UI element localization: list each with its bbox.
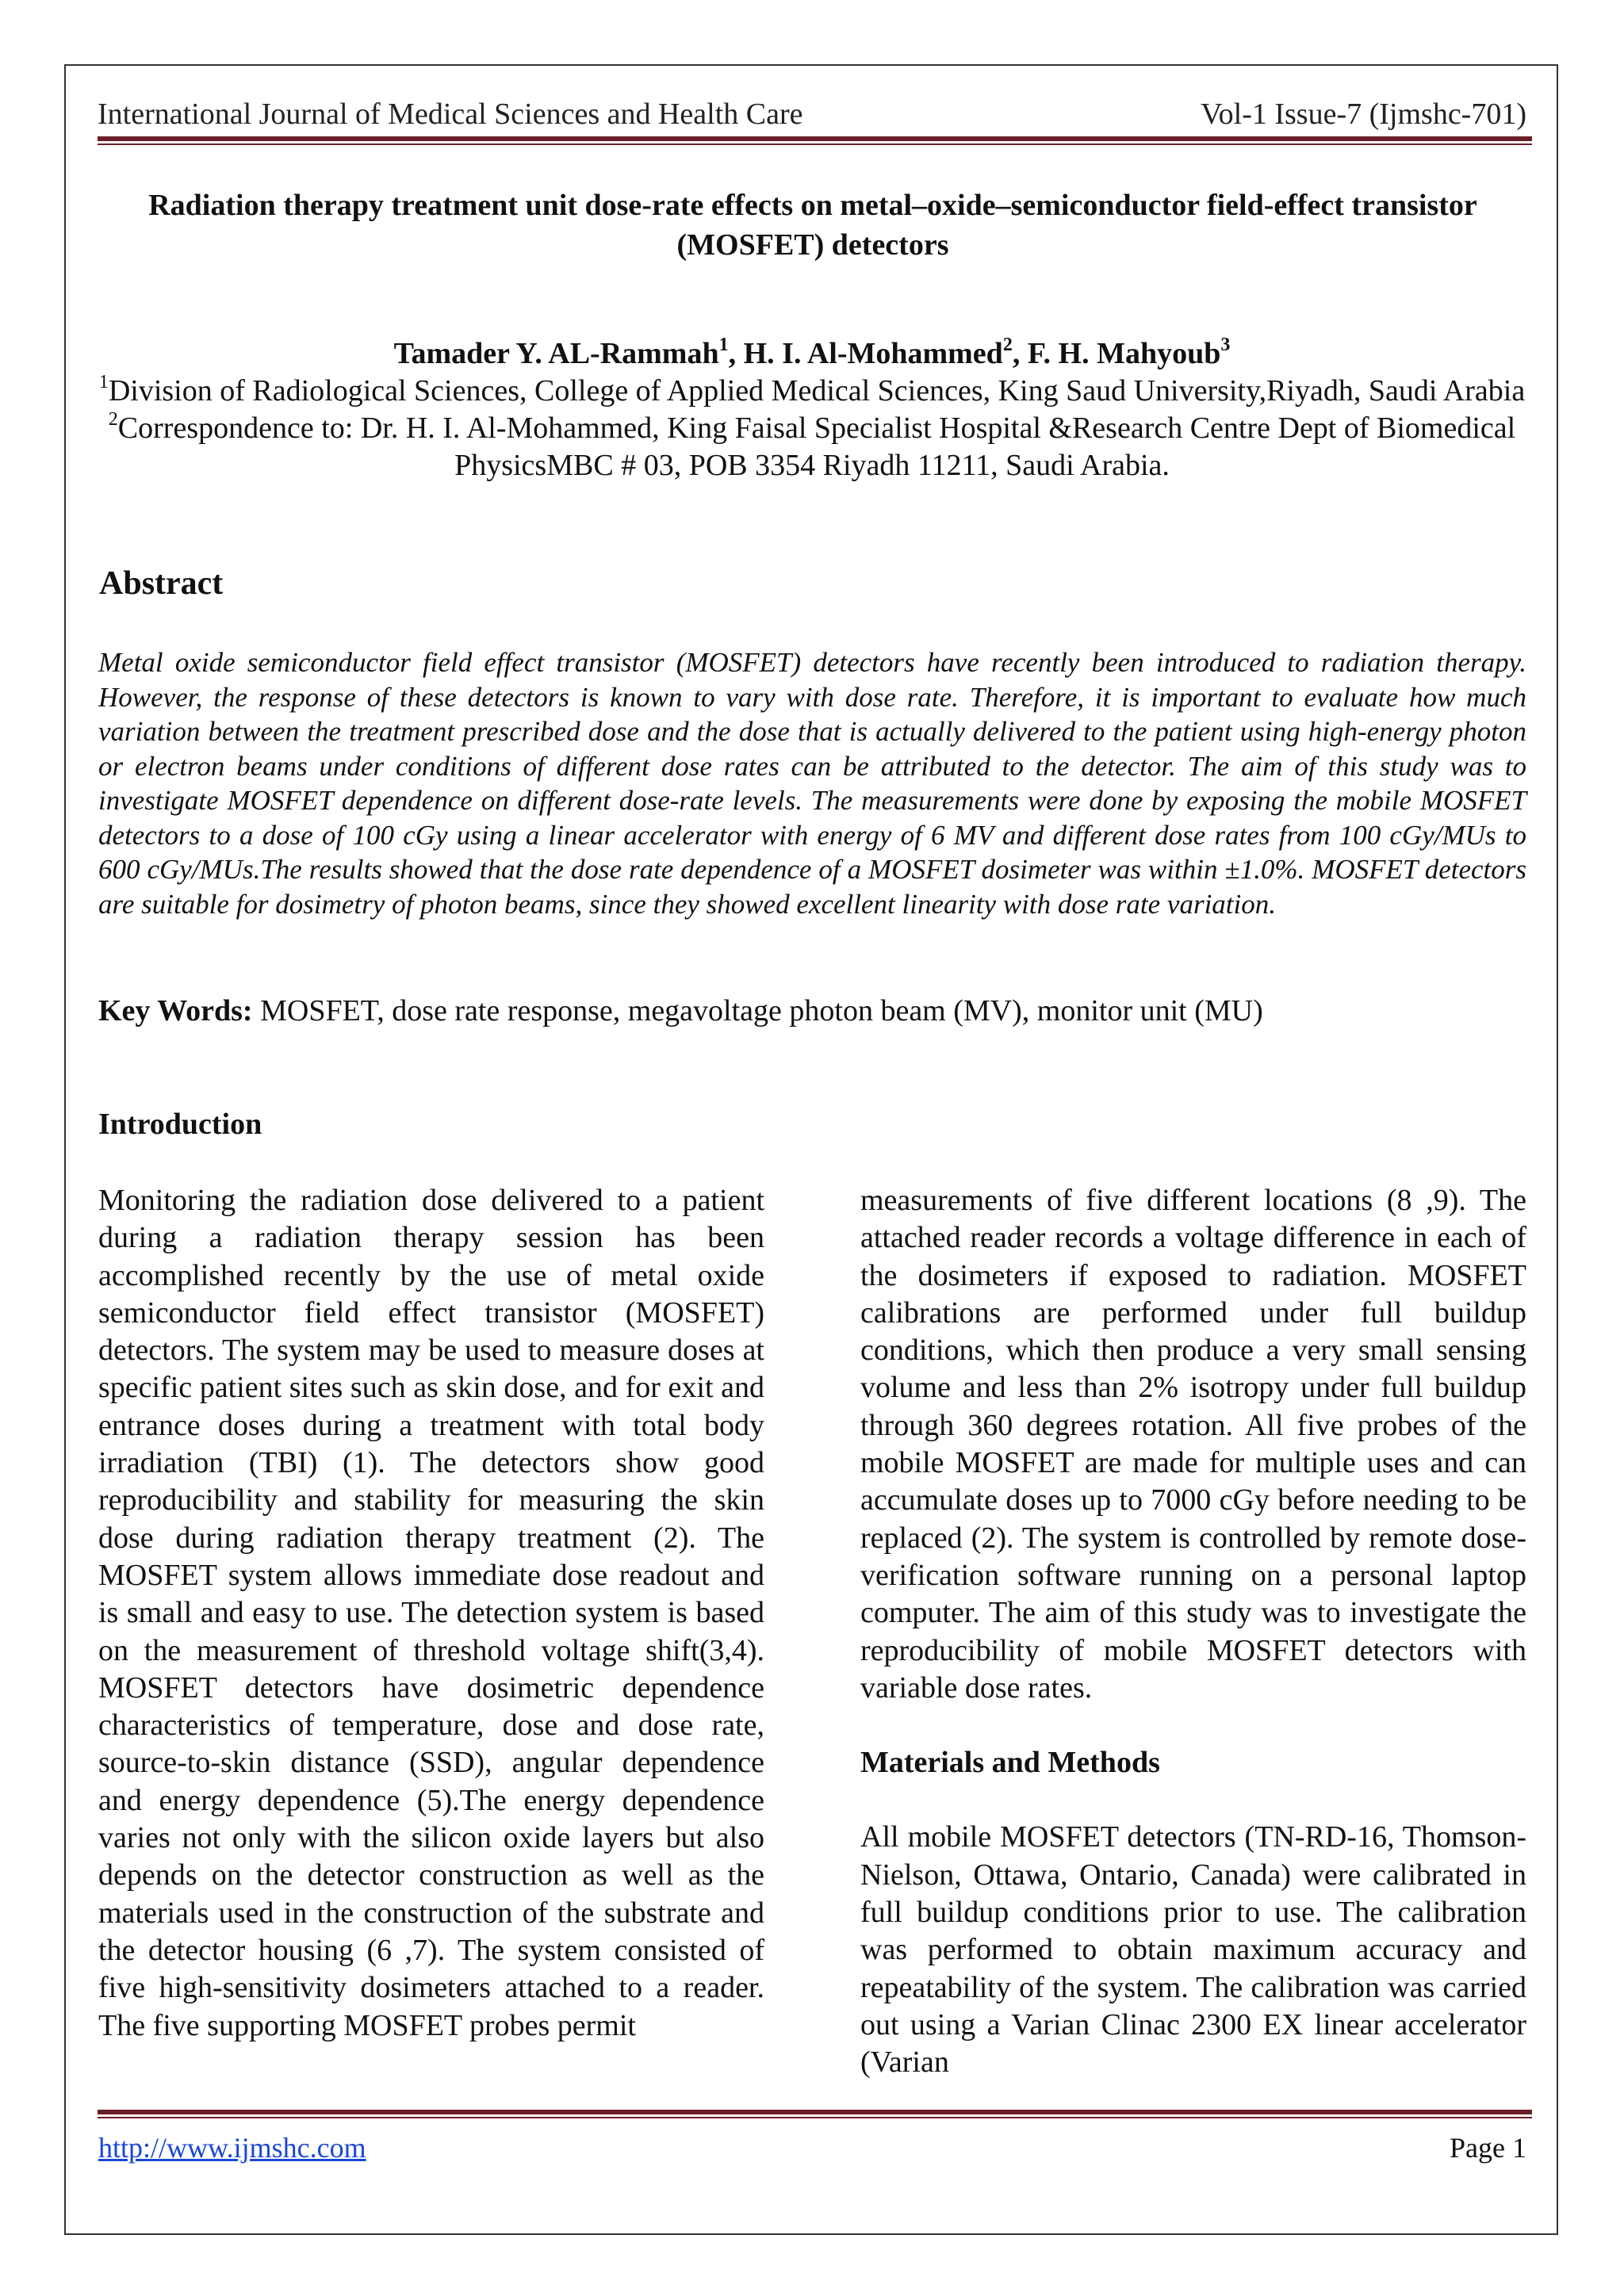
author-list: Tamader Y. AL-Rammah$^1$, H. I. Al-Mohammed$^2$, F. H. Mahyoub$^3$ (393, 335, 1231, 370)
author-affil-sup: 1 (718, 335, 729, 356)
abstract-heading: Abstract (99, 565, 224, 602)
journal-name: International Journal of Medical Sciences and Health Care (98, 98, 803, 131)
methods-heading: Materials and Methods (860, 1746, 1160, 1780)
affiliations (98, 373, 1526, 484)
keywords (98, 993, 1527, 1029)
column-left (98, 1182, 764, 2045)
author-name: Tamader Y. AL-Rammah (393, 337, 719, 370)
author-affil-sup: 3 (1220, 335, 1231, 356)
paper-title: Radiation therapy treatment unit dose-rate effects on metal–oxide–semiconductor field-effect transistor (MOSFET) detectors (148, 189, 1477, 262)
affiliation-2: $^2$Correspondence to: Dr. H. I. Al-Mohammed, King Faisal Specialist Hospital &Research Centre Dept of Biomedical PhysicsMBC # 03, POB 3354 Riyadh 11211, Saudi Arabia. (108, 409, 1516, 482)
journal-url-link[interactable]: http://www.ijmshc.com (98, 2132, 366, 2164)
author-affil-sup: 2 (1002, 335, 1013, 356)
introduction-heading: Introduction (98, 1108, 262, 1141)
introduction-paragraph: Monitoring the radiation dose delivered to a patient during a radiation therapy session has been accomplished recently by the use of metal oxide semiconductor field effect transistor (MOSFET) detectors. The system may be used to measure doses at specific patient sites such as skin dose, and for exit and entrance doses during a treatment with total body irradiation (TBI) (1). The detectors show good reproducibility and stability for measuring the skin dose during radiation therapy treatment (2). The MOSFET system allows immediate dose readout and is small and easy to use. The detection system is based on the measurement of threshold voltage shift(3,4). MOSFET detectors have dosimetric dependence characteristics of temperature, dose and dose rate, source-to-skin distance (SSD), angular dependence and energy dependence (5).The energy dependence varies not only with the silicon oxide layers but also depends on the detector construction as well as the materials used in the construction of the substrate and the detector housing (6 ,7). The system consisted of five high-sensitivity dosimeters attached to a reader. The five supporting MOSFET probes permit (98, 1184, 764, 2042)
footer-rule (98, 2110, 1532, 2119)
keywords-label: Key Words: (98, 994, 253, 1027)
abstract-body: Metal oxide semiconductor field effect transistor (MOSFET) detectors have recently been introduced to radiation therapy. However, the response of these detectors is known to vary with dose rate. Therefore, it is important to evaluate how much variation between the treatment prescribed dose and the dose that is actually delivered to the patient using high-energy photon or electron beams under conditions of different dose rates can be attributed to the detector. The aim of this study was to investigate MOSFET dependence on different dose-rate levels. The measurements were done by exposing the mobile MOSFET detectors to a dose of 100 cGy using a linear accelerator with energy of 6 MV and different dose rates from 100 cGy/MUs to 600 cGy/MUs.The results showed that the dose rate dependence of a MOSFET dosimeter was within ±1.0%. MOSFET detectors are suitable for dosimetry of photon beams, since they showed excellent linearity with dose rate variation. (98, 647, 1526, 920)
introduction-paragraph-cont: measurements of five different locations (8 ,9). The attached reader records a voltage difference in each of the dosimeters if exposed to radiation. MOSFET calibrations are performed under full buildup conditions, which then produce a very small sensing volume and less than 2% isotropy under full buildup through 360 degrees rotation. All five probes of the mobile MOSFET are made for multiple uses and can accumulate doses up to 7000 cGy before needing to be replaced (2). The system is controlled by remote dose-verification software running on a personal laptop computer. The aim of this study was to investigate the reproducibility of mobile MOSFET detectors with variable dose rates. (860, 1184, 1526, 1705)
keywords-text: MOSFET, dose rate response, megavoltage photon beam (MV), monitor unit (MU) (252, 994, 1263, 1027)
header-rule (98, 136, 1532, 146)
author-name: F. H. Mahyoub (1027, 337, 1221, 370)
page-number: Page 1 (1450, 2132, 1526, 2164)
issue-label: Vol-1 Issue-7 (Ijmshc-701) (1201, 98, 1526, 131)
affiliation-1: $^1$Division of Radiological Sciences, College of Applied Medical Sciences, King Saud University,Riyadh, Saudi Arabia (98, 372, 1526, 408)
author-name: H. I. Al-Mohammed (743, 337, 1003, 370)
running-header (98, 97, 1526, 133)
column-right (860, 1182, 1526, 2082)
methods-paragraph: All mobile MOSFET detectors (TN-RD-16, Thomson-Nielson, Ottawa, Ontario, Canada) were calibrated in full buildup conditions prior to use. The calibration was performed to obtain maximum accuracy and repeatability of the system. The calibration was carried out using a Varian Clinac 2300 EX linear accelerator (Varian (860, 1820, 1526, 2080)
